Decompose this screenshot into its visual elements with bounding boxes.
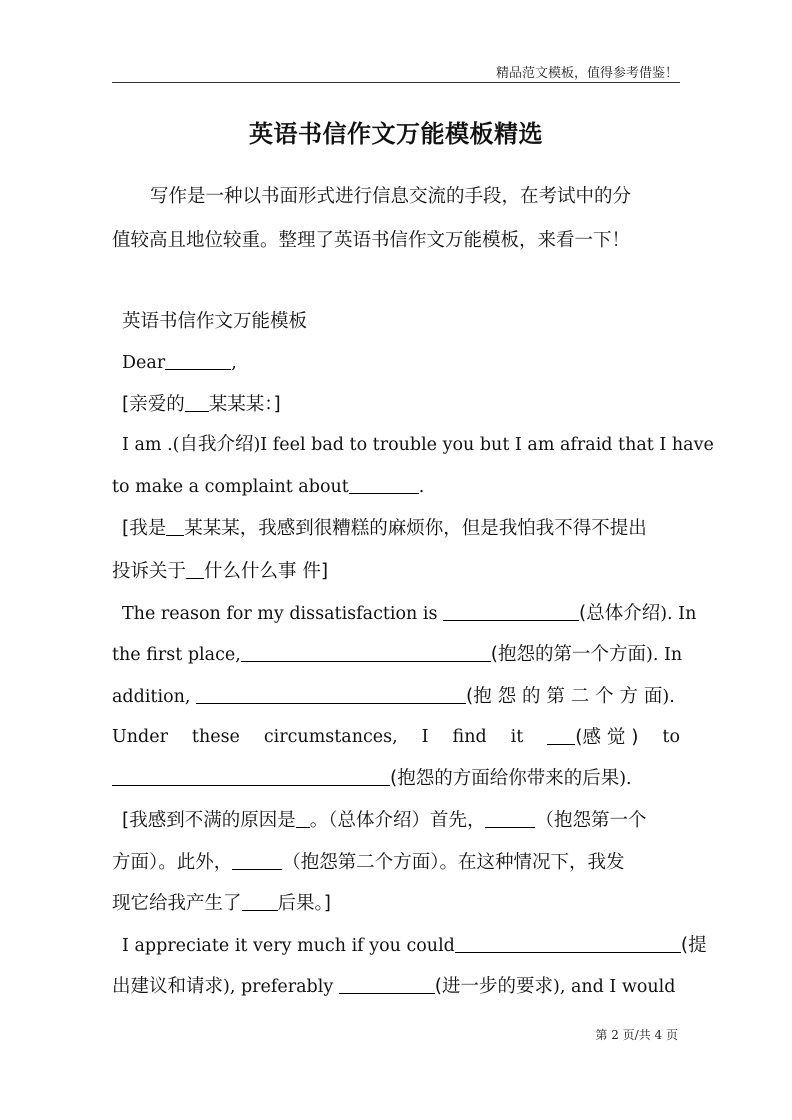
intro-line-1: 写作是一种以书面形式进行信息交流的手段，在考试中的分 xyxy=(150,186,632,207)
paragraph-3-line-2 xyxy=(112,975,680,998)
cn2-l2-prefix: 方面）。此外， xyxy=(112,852,233,873)
p5-word: it xyxy=(510,727,524,747)
p4-text-a: addition, xyxy=(112,687,196,707)
p1-l2-end: . xyxy=(418,477,425,497)
cn2-l3-rest: 后果。] xyxy=(277,893,331,914)
p3-text-a: the first place, xyxy=(112,645,241,665)
p5-feeling: (感 觉 ) xyxy=(575,727,639,748)
salutation-cn-suffix: 某某某：] xyxy=(208,394,281,415)
salutation-line xyxy=(122,351,680,374)
salutation-comma: , xyxy=(231,353,237,373)
p5-word: find xyxy=(452,727,487,747)
paragraph-1-line-2 xyxy=(112,475,680,498)
second-aspect-blank xyxy=(196,685,466,704)
first-aspect-blank xyxy=(241,643,491,662)
p8-text-b: ), preferably xyxy=(223,977,339,997)
p2-text-c: ). In xyxy=(660,604,697,624)
p3-text-c: ). In xyxy=(646,645,683,665)
cn2-l2-rest: （抱怨第二个方面）。在这种情况下，我发 xyxy=(282,852,625,873)
page-title: 英语书信作文万能模板精选 xyxy=(249,120,543,148)
further-request-blank xyxy=(339,975,435,994)
paragraph-2-line-1 xyxy=(122,602,697,625)
p5-to: to xyxy=(662,727,680,747)
cn1-rest: 某某某，我感到很糟糕的麻烦你，但是我怕我不得不提出 xyxy=(184,518,647,539)
paragraph-2-line-3 xyxy=(112,685,680,708)
p5-word: Under xyxy=(112,727,168,747)
cn2-prefix: [我感到不满的原因是 xyxy=(122,810,296,831)
p6-end: ). xyxy=(619,769,632,789)
p2-text-a: The reason for my dissatisfaction is xyxy=(122,604,444,624)
salutation-cn-prefix: [亲爱的 xyxy=(122,394,185,415)
p5-word: these xyxy=(191,727,240,747)
cn-paragraph-1-line-2 xyxy=(112,560,680,583)
cn1-prefix: [我是 xyxy=(122,518,167,539)
p7-text-a: I appreciate it very much if you could xyxy=(122,936,455,956)
cn2-l3-blank xyxy=(242,892,278,911)
p8-further-cn: (进一步的要求 xyxy=(434,976,553,997)
intro-line-2: 值较高且地位较重。整理了英语书信作文万能模板，来看一下！ xyxy=(112,230,631,251)
paragraph-2-line-2 xyxy=(112,643,683,666)
p5-word: I xyxy=(421,727,429,747)
p2-overall: (总体介绍 xyxy=(579,603,661,624)
paragraph-3-line-1 xyxy=(122,934,707,957)
p4-second-aspect: (抱 怨 的 第 二 个 方 面 xyxy=(466,686,663,707)
suggestion-blank xyxy=(455,934,681,953)
feeling-group xyxy=(547,726,638,749)
p8-request-cn: 出建议和请求 xyxy=(112,976,224,997)
p4-text-c: ). xyxy=(662,687,675,707)
header-divider xyxy=(112,82,680,83)
cn2-l3-prefix: 现它给我产生了 xyxy=(112,893,242,914)
name-blank xyxy=(165,351,231,370)
cn-paragraph-2-line-1 xyxy=(122,809,680,832)
p8-text-d: ), and I would xyxy=(553,977,676,997)
salutation-text: Dear xyxy=(122,353,166,373)
cn1-blank xyxy=(166,517,184,536)
cn2-end: （抱怨第一个 xyxy=(535,810,647,831)
consequence-blank xyxy=(112,767,390,786)
p1-self-intro: 自我介绍 xyxy=(179,434,254,455)
cn2-blank-1 xyxy=(296,809,310,828)
p1-text-a: I am .( xyxy=(122,435,180,455)
p6-consequence: (抱怨的方面给你带来的后果 xyxy=(390,768,620,789)
feeling-blank xyxy=(547,726,575,745)
p1-l2-text: to make a complaint about xyxy=(112,477,349,497)
page-number: 第 2 页/共 4 页 xyxy=(595,1028,678,1042)
header-note: 精品范文模板，值得参考借鉴！ xyxy=(495,66,678,81)
paragraph-2-line-4 xyxy=(112,726,680,749)
cn-paragraph-2-line-3 xyxy=(112,892,680,915)
cn-paragraph-2-line-2 xyxy=(112,851,680,874)
name-blank-cn xyxy=(185,393,209,412)
p7-suggest: (提 xyxy=(680,935,707,956)
cn1-l2-prefix: 投诉关于 xyxy=(112,561,187,582)
p1-text-c: )I feel bad to trouble you but I am afraid that I have xyxy=(253,435,714,455)
cn2-l2-blank xyxy=(232,851,282,870)
salutation-cn-line xyxy=(122,393,680,416)
paragraph-1-line-1 xyxy=(122,434,714,456)
cn2-blank-2 xyxy=(485,809,535,828)
complaint-blank xyxy=(349,475,419,494)
cn1-l2-rest: 什么什么事 件] xyxy=(204,561,329,582)
cn2-middle: 。（总体介绍）首先， xyxy=(309,810,486,831)
p3-first-aspect: (抱怨的第一个方面 xyxy=(490,644,647,665)
paragraph-2-line-5 xyxy=(112,767,680,790)
reason-blank xyxy=(443,602,579,621)
p5-word: circumstances, xyxy=(263,727,398,747)
section-heading: 英语书信作文万能模板 xyxy=(122,311,308,332)
cn1-l2-blank xyxy=(186,560,204,579)
cn-paragraph-1-line-1 xyxy=(122,517,680,540)
